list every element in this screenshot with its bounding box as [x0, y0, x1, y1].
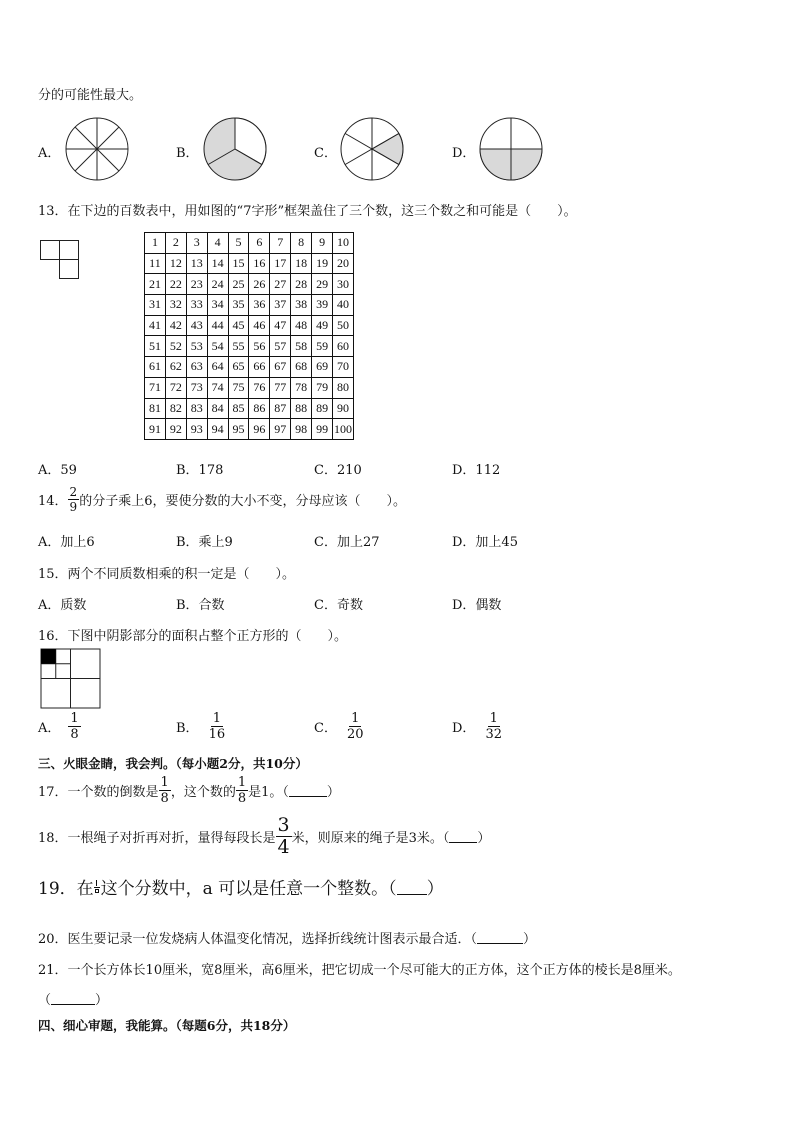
q12-option-d-letter: D． [452, 146, 476, 161]
q12-option-b-letter: B． [176, 146, 199, 161]
q19-text [38, 874, 444, 899]
q16-option-b [176, 712, 227, 741]
table-cell: 100 [333, 419, 354, 440]
table-cell: 58 [291, 336, 312, 357]
table-cell: 14 [207, 253, 228, 274]
q12-option-a-letter: A． [38, 146, 61, 161]
table-cell: 32 [165, 295, 186, 316]
table-cell: 15 [228, 253, 249, 274]
table-cell: 92 [165, 419, 186, 440]
table-cell: 25 [228, 274, 249, 295]
q15-text: 15．两个不同质数相乘的积一定是（ ）。 [38, 567, 296, 582]
table-cell: 4 [207, 233, 228, 254]
q14-frac-num: 2 [69, 485, 78, 499]
table-cell: 41 [145, 315, 166, 336]
table-cell: 37 [270, 295, 291, 316]
table-cell: 46 [249, 315, 270, 336]
section-4-heading: 四、细心审题，我能算。（每题6分，共18分） [38, 1018, 296, 1033]
table-cell: 88 [291, 398, 312, 419]
table-row [145, 377, 354, 398]
table-row [145, 295, 354, 316]
table-cell: 39 [312, 295, 333, 316]
table-cell: 13 [186, 253, 207, 274]
frac-num: 1 [351, 711, 360, 726]
q18-prefix: 18．一根绳子对折再对折，量得每段长是 [38, 831, 276, 846]
table-cell: 83 [186, 398, 207, 419]
table-cell: 12 [165, 253, 186, 274]
q16-option-a-fraction [68, 712, 80, 741]
q16-option-d-letter: D． [452, 721, 476, 736]
q13-option-b: B．178 [176, 463, 224, 478]
q17-fraction-1 [159, 776, 171, 805]
q16-option-a-letter: A． [38, 721, 61, 736]
table-row [145, 233, 354, 254]
q14-text [38, 486, 406, 513]
table-cell: 57 [270, 336, 291, 357]
table-cell: 3 [186, 233, 207, 254]
q20-text [38, 928, 536, 947]
table-cell: 38 [291, 295, 312, 316]
table-row [145, 315, 354, 336]
table-cell: 95 [228, 419, 249, 440]
table-cell: 72 [165, 377, 186, 398]
q13-option-c: C．210 [314, 463, 362, 478]
q18-answer-blank[interactable] [449, 831, 477, 843]
table-cell: 68 [291, 357, 312, 378]
q21-answer-blank[interactable] [51, 993, 95, 1005]
q14-option-a: A．加上6 [38, 535, 95, 550]
table-cell: 34 [207, 295, 228, 316]
frac-den: 20 [346, 727, 364, 742]
table-cell: 48 [291, 315, 312, 336]
table-cell: 51 [145, 336, 166, 357]
table-cell: 44 [207, 315, 228, 336]
table-cell: 60 [333, 336, 354, 357]
table-row [145, 419, 354, 440]
table-cell: 31 [145, 295, 166, 316]
q19-prefix: 19．在 [38, 879, 94, 899]
table-cell: 93 [186, 419, 207, 440]
table-cell: 78 [291, 377, 312, 398]
table-cell: 87 [270, 398, 291, 419]
q14-body: 的分子乘上6，要使分数的大小不变，分母应该（ ）。 [79, 494, 406, 509]
table-row [145, 398, 354, 419]
table-cell: 82 [165, 398, 186, 419]
table-cell: 16 [249, 253, 270, 274]
table-cell: 77 [270, 377, 291, 398]
q14-option-c: C．加上27 [314, 535, 380, 550]
table-cell: 85 [228, 398, 249, 419]
q17-suffix: 是1。（ [248, 785, 289, 800]
table-cell: 98 [291, 419, 312, 440]
table-cell: 65 [228, 357, 249, 378]
table-cell: 5 [228, 233, 249, 254]
q18-fraction [276, 816, 292, 857]
q15-option-c: C．奇数 [314, 598, 363, 613]
table-cell: 2 [165, 233, 186, 254]
q16-square-figure [40, 648, 102, 710]
table-cell: 99 [312, 419, 333, 440]
table-cell: 71 [145, 377, 166, 398]
table-cell: 24 [207, 274, 228, 295]
table-cell: 54 [207, 336, 228, 357]
q14-fraction [68, 486, 80, 513]
frac-num: 3 [277, 814, 290, 836]
table-cell: 6 [249, 233, 270, 254]
table-row [145, 336, 354, 357]
table-cell: 73 [186, 377, 207, 398]
table-cell: 79 [312, 377, 333, 398]
q15-option-b: B．合数 [176, 598, 225, 613]
table-cell: 9 [312, 233, 333, 254]
table-cell: 61 [145, 357, 166, 378]
q19-body: 这个分数中，a 可以是任意一个整数。（ [100, 879, 397, 899]
table-cell: 26 [249, 274, 270, 295]
table-cell: 19 [312, 253, 333, 274]
table-cell: 29 [312, 274, 333, 295]
q12-circle-c [339, 116, 405, 182]
table-cell: 80 [333, 377, 354, 398]
q14-frac-den: 9 [69, 500, 78, 514]
seven-shape-figure [40, 240, 82, 282]
table-cell: 86 [249, 398, 270, 419]
table-cell: 45 [228, 315, 249, 336]
q20-answer-blank[interactable] [477, 932, 523, 944]
frac-den: 8 [237, 791, 247, 806]
table-row [145, 357, 354, 378]
q21-text: 21．一个长方体长10厘米，宽8厘米，高6厘米，把它切成一个尽可能大的正方体，这个正方体的棱长是8厘米。 [38, 963, 681, 978]
table-cell: 8 [291, 233, 312, 254]
table-cell: 35 [228, 295, 249, 316]
table-cell: 42 [165, 315, 186, 336]
table-cell: 70 [333, 357, 354, 378]
q16-option-b-letter: B． [176, 721, 199, 736]
q16-option-d [452, 712, 504, 741]
table-cell: 11 [145, 253, 166, 274]
table-cell: 56 [249, 336, 270, 357]
table-cell: 94 [207, 419, 228, 440]
frac-num: 1 [160, 775, 169, 790]
q12-text: 分的可能性最大。 [38, 88, 143, 103]
q18-end: ） [477, 831, 491, 846]
table-cell: 20 [333, 253, 354, 274]
table-cell: 55 [228, 336, 249, 357]
q12-option-c-letter: C． [314, 146, 337, 161]
q16-option-c-letter: C． [314, 721, 337, 736]
q14-option-b: B．乘上9 [176, 535, 233, 550]
table-cell: 22 [165, 274, 186, 295]
table-cell: 69 [312, 357, 333, 378]
q19-answer-blank[interactable] [397, 879, 427, 895]
table-cell: 96 [249, 419, 270, 440]
table-row [145, 253, 354, 274]
table-cell: 49 [312, 315, 333, 336]
q14-prefix: 14． [38, 494, 68, 509]
table-cell: 36 [249, 295, 270, 316]
frac-num: 1 [70, 711, 79, 726]
table-cell: 18 [291, 253, 312, 274]
q16-option-a [38, 712, 81, 741]
q17-fraction-2 [236, 776, 248, 805]
q20-body: 20．医生要记录一位发烧病人体温变化情况，选择折线统计图表示最合适．（ [38, 932, 478, 947]
hundred-table [144, 232, 354, 440]
section-3-heading: 三、火眼金睛，我会判。（每小题2分，共10分） [38, 756, 308, 771]
frac-num: 1 [212, 711, 221, 726]
table-cell: 40 [333, 295, 354, 316]
q18-suffix: 米，则原来的绳子是3米。（ [291, 831, 450, 846]
table-cell: 10 [333, 233, 354, 254]
table-cell: 75 [228, 377, 249, 398]
table-cell: 74 [207, 377, 228, 398]
frac-num: 1 [489, 711, 498, 726]
q17-answer-blank[interactable] [289, 785, 327, 797]
frac-den: 32 [485, 727, 502, 742]
table-cell: 76 [249, 377, 270, 398]
table-cell: 66 [249, 357, 270, 378]
frac-den: 8 [70, 727, 79, 742]
q17-mid: ，这个数的 [170, 785, 236, 800]
q16-option-b-fraction [207, 712, 228, 741]
table-cell: 81 [145, 398, 166, 419]
table-cell: 1 [145, 233, 166, 254]
q14-option-d: D．加上45 [452, 535, 518, 550]
table-cell: 53 [186, 336, 207, 357]
q15-option-d: D．偶数 [452, 598, 502, 613]
table-cell: 63 [186, 357, 207, 378]
q12-circle-d [478, 116, 544, 182]
frac-den: 8 [160, 791, 169, 806]
table-cell: 67 [270, 357, 291, 378]
table-cell: 30 [333, 274, 354, 295]
table-cell: 97 [270, 419, 291, 440]
table-cell: 17 [270, 253, 291, 274]
q20-end: ） [523, 932, 537, 947]
q13-option-d: D．112 [452, 463, 501, 478]
q16-option-c [314, 712, 366, 741]
table-cell: 89 [312, 398, 333, 419]
table-cell: 33 [186, 295, 207, 316]
table-cell: 59 [312, 336, 333, 357]
q15-option-a: A．质数 [38, 598, 87, 613]
q13-text: 13．在下边的百数表中，用如图的“7字形”框架盖住了三个数，这三个数之和可能是（ ）。 [38, 204, 577, 219]
table-cell: 23 [186, 274, 207, 295]
q17-text [38, 776, 340, 805]
frac-den: 16 [208, 727, 226, 742]
frac-den: 4 [277, 836, 290, 858]
q16-text: 16．下图中阴影部分的面积占整个正方形的（ ）。 [38, 629, 348, 644]
table-cell: 52 [165, 336, 186, 357]
table-row [145, 274, 354, 295]
table-cell: 62 [165, 357, 186, 378]
table-cell: 21 [145, 274, 166, 295]
table-cell: 7 [270, 233, 291, 254]
q17-end: ） [326, 785, 340, 800]
q19-end: ） [426, 879, 444, 899]
table-cell: 27 [270, 274, 291, 295]
q12-circle-a [64, 116, 130, 182]
q21-close: ） [95, 993, 109, 1008]
table-cell: 91 [145, 419, 166, 440]
q12-circle-b [202, 116, 268, 182]
table-cell: 90 [333, 398, 354, 419]
q16-option-c-fraction [345, 712, 366, 741]
q19-fraction-glyph [94, 880, 101, 894]
q21-open: （ [38, 993, 52, 1008]
table-cell: 28 [291, 274, 312, 295]
q17-prefix: 17．一个数的倒数是 [38, 785, 159, 800]
table-cell: 64 [207, 357, 228, 378]
q21-answer-line [38, 989, 108, 1008]
table-cell: 43 [186, 315, 207, 336]
table-cell: 84 [207, 398, 228, 419]
q16-option-d-fraction [483, 712, 504, 741]
q18-text [38, 816, 490, 857]
frac-num: 1 [237, 775, 247, 790]
table-cell: 50 [333, 315, 354, 336]
q13-option-a: A．59 [38, 463, 77, 478]
table-cell: 47 [270, 315, 291, 336]
